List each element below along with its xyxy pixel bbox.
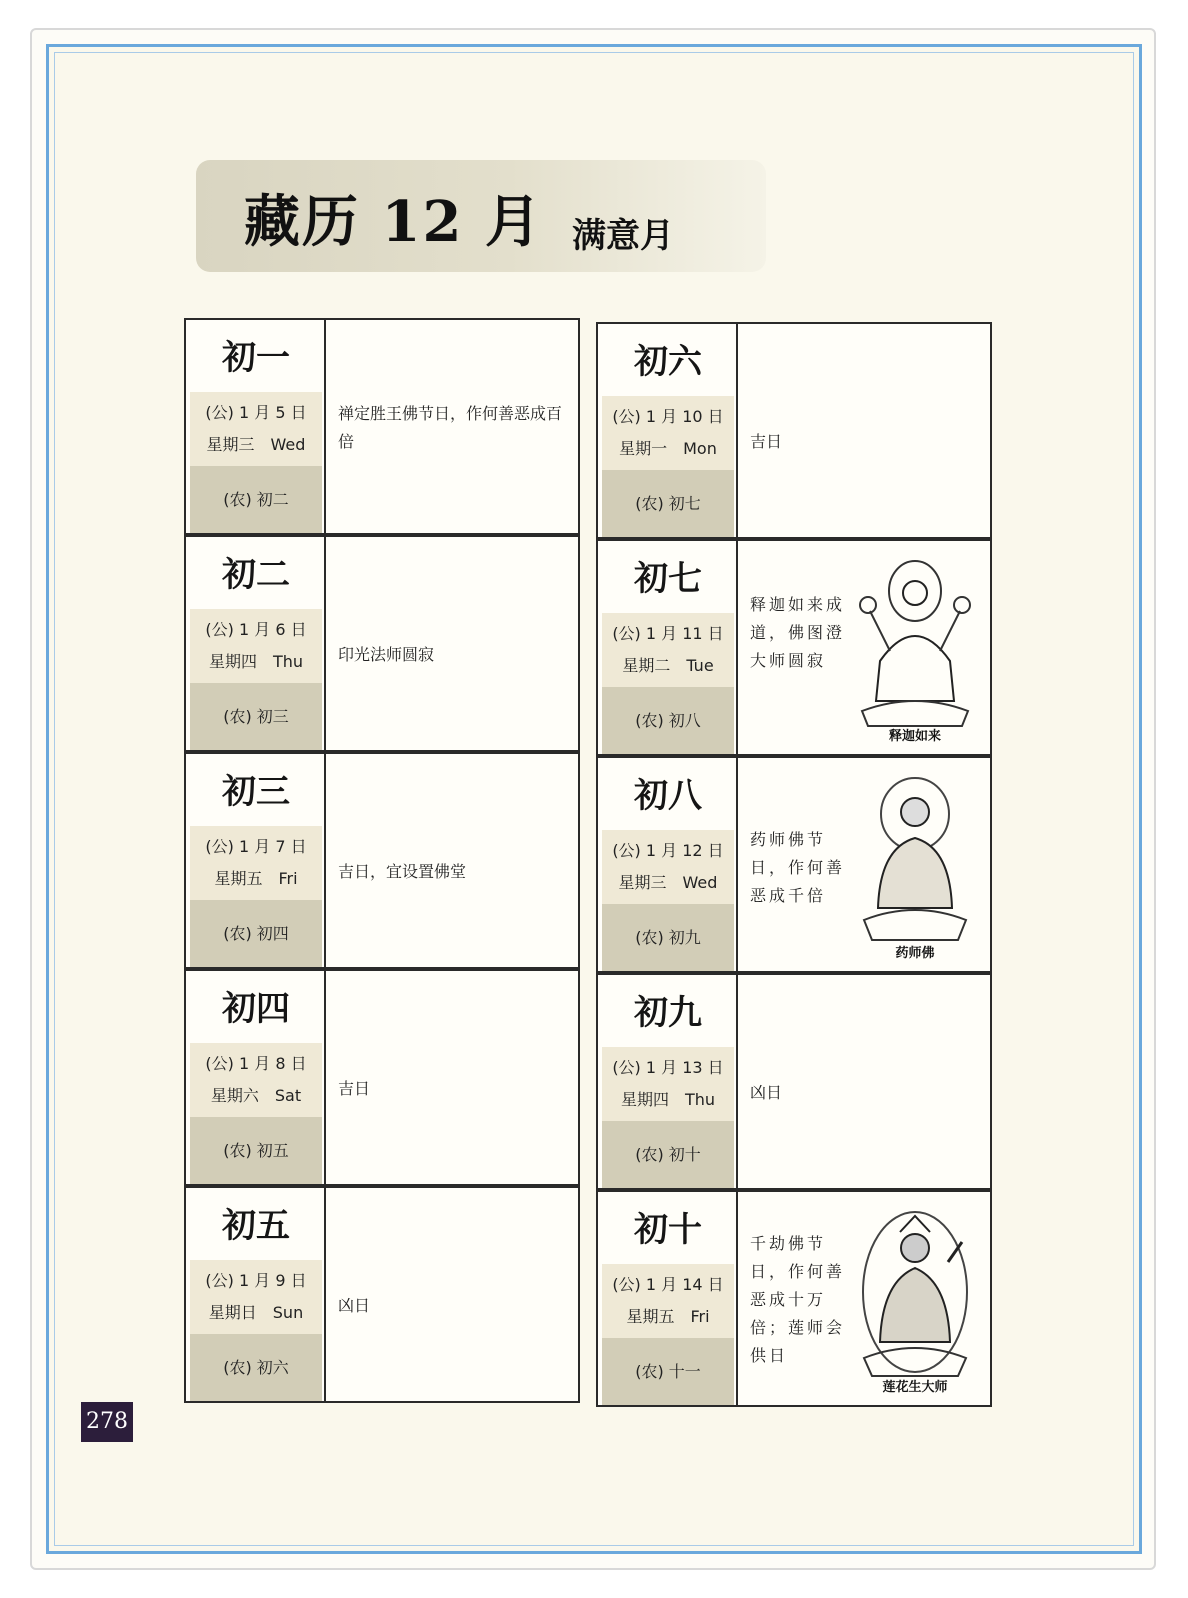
day-cell (596, 973, 992, 1190)
weekday: 星期三 Wed (618, 873, 718, 892)
lunar-date: (农) 初三 (190, 683, 322, 750)
solar-date: (公) 1 月 11 日 (612, 624, 724, 643)
day-note: 凶日 (750, 1083, 783, 1102)
weekday: 星期六 Sat (210, 1086, 302, 1105)
solar-date-box (602, 613, 734, 687)
tibetan-day: 初五 (222, 1206, 290, 1246)
lunar-date: (农) 初十 (602, 1121, 734, 1188)
weekday: 星期四 Thu (208, 652, 304, 671)
solar-date-box (190, 826, 322, 900)
illustration-caption: 药师佛 (895, 946, 935, 961)
tibetan-day: 初二 (222, 555, 290, 595)
day-note: 吉日 (338, 1079, 371, 1098)
solar-date: (公) 1 月 5 日 (205, 403, 307, 422)
lunar-date: (农) 初二 (190, 466, 322, 533)
day-note: 禅定胜王佛节日，作何善恶成百倍 (338, 404, 563, 451)
day-cell (596, 756, 992, 973)
solar-date: (公) 1 月 13 日 (612, 1058, 724, 1077)
page-subtitle: 满意月 (572, 216, 674, 256)
day-cell (184, 1186, 580, 1403)
tibetan-day: 初三 (222, 772, 290, 812)
lunar-date: (农) 初九 (602, 904, 734, 971)
solar-date: (公) 1 月 12 日 (612, 841, 724, 860)
solar-date-box (190, 609, 322, 683)
date-column (190, 754, 326, 967)
date-column (602, 1192, 738, 1405)
padmasambhava-illustration (850, 1202, 980, 1398)
medicine-buddha-illustration (850, 768, 980, 964)
day-cell (596, 539, 992, 756)
tibetan-day: 初七 (634, 559, 702, 599)
solar-date-box (602, 1264, 734, 1338)
date-column (602, 975, 738, 1188)
day-note: 吉日 (750, 432, 783, 451)
weekday: 星期一 Mon (619, 439, 717, 458)
weekday: 星期二 Tue (622, 656, 714, 675)
day-cell (596, 322, 992, 539)
solar-date-box (602, 1047, 734, 1121)
solar-date: (公) 1 月 6 日 (205, 620, 307, 639)
date-column (602, 541, 738, 754)
lunar-date: (农) 初八 (602, 687, 734, 754)
solar-date: (公) 1 月 10 日 (612, 407, 724, 426)
shakyamuni-buddha-illustration (850, 551, 980, 747)
date-column (190, 971, 326, 1184)
solar-date-box (190, 1260, 322, 1334)
tibetan-day: 初四 (222, 989, 290, 1029)
day-note: 释迦如来成道，佛图澄大师圆寂 (750, 595, 846, 670)
lunar-date: (农) 十一 (602, 1338, 734, 1405)
tibetan-day: 初一 (222, 338, 290, 378)
weekday: 星期四 Thu (620, 1090, 716, 1109)
day-note: 吉日，宜设置佛堂 (338, 862, 467, 881)
day-cell (184, 969, 580, 1186)
solar-date-box (602, 396, 734, 470)
solar-date-box (190, 1043, 322, 1117)
tibetan-day: 初八 (634, 776, 702, 816)
day-cell (184, 752, 580, 969)
page-number: 278 (81, 1402, 133, 1442)
tibetan-day: 初九 (634, 993, 702, 1033)
day-note: 凶日 (338, 1296, 371, 1315)
day-note: 药师佛节日，作何善恶成千倍 (750, 830, 846, 905)
day-cell (184, 535, 580, 752)
day-cell (184, 318, 580, 535)
tibetan-day: 初六 (634, 342, 702, 382)
solar-date: (公) 1 月 8 日 (205, 1054, 307, 1073)
weekday: 星期日 Sun (208, 1303, 304, 1322)
illustration-caption: 释迦如来 (888, 729, 941, 744)
date-column (190, 320, 326, 533)
solar-date: (公) 1 月 14 日 (612, 1275, 724, 1294)
page-title: 藏历 12 月 (244, 189, 543, 255)
day-note: 千劫佛节日，作何善恶成十万倍；莲师会供日 (750, 1234, 846, 1365)
day-note: 印光法师圆寂 (338, 645, 435, 664)
solar-date: (公) 1 月 7 日 (205, 837, 307, 856)
weekday: 星期三 Wed (206, 435, 306, 454)
solar-date: (公) 1 月 9 日 (205, 1271, 307, 1290)
date-column (602, 758, 738, 971)
day-cell (596, 1190, 992, 1407)
date-column (602, 324, 738, 537)
weekday: 星期五 Fri (214, 869, 298, 888)
lunar-date: (农) 初六 (190, 1334, 322, 1401)
lunar-date: (农) 初四 (190, 900, 322, 967)
lunar-date: (农) 初五 (190, 1117, 322, 1184)
solar-date-box (190, 392, 322, 466)
date-column (190, 537, 326, 750)
weekday: 星期五 Fri (626, 1307, 710, 1326)
illustration-caption: 莲花生大师 (882, 1380, 948, 1395)
solar-date-box (602, 830, 734, 904)
tibetan-day: 初十 (634, 1210, 702, 1250)
lunar-date: (农) 初七 (602, 470, 734, 537)
date-column (190, 1188, 326, 1401)
